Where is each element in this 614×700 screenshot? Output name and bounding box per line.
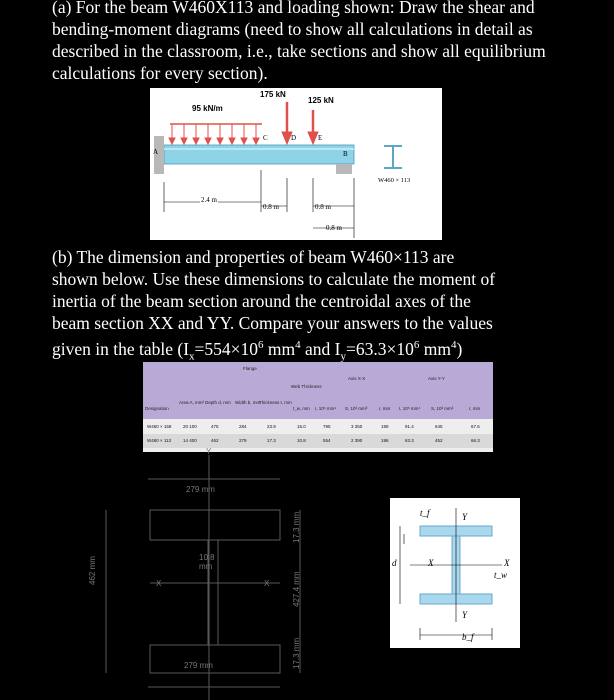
distributed-load-arrows (169, 124, 262, 144)
flange-thickness-top-label: 17.3 mm (292, 511, 301, 543)
part-b-line-1: (b) The dimension and properties of beam W460×113 are (52, 247, 455, 267)
table-header-area: Area A, mm² (179, 400, 205, 405)
web-height-label: 427.4 mm (292, 571, 301, 607)
table-header-flange-thickness: Thickness t, mm (259, 400, 292, 405)
table-header-ix: I, 10⁶ mm⁴ (315, 406, 337, 411)
flange-thickness-bottom-label: 17.3 mm (292, 637, 301, 669)
roller-support (336, 164, 352, 174)
axis-x-left-label: X (156, 579, 162, 588)
x-right-label: X (504, 558, 510, 568)
table-group-flange: Flange (243, 366, 257, 371)
axis-y-label: Y (206, 447, 212, 456)
x-left-label: X (428, 558, 434, 568)
web-thickness-label: 10.8 mm (199, 553, 215, 571)
part-b-line-2: shown below. Use these dimensions to calculate the moment of (52, 269, 496, 289)
table-header-width: Width b, mm (235, 400, 261, 405)
flange-width-bottom-label: 279 mm (184, 661, 213, 670)
part-a-text: (a) For the beam W460X113 and loading shown: Draw the shear and bending-moment diagrams (need to show all calculations in detail as described in the classroom, i.e., take sections and show all equilibrium calculations for every section). (52, 0, 546, 83)
point-c-label: C (263, 134, 268, 142)
table-header-designation: Designation (145, 406, 169, 411)
part-b-line-4: beam section XX and YY. Compare your answers to the values (52, 313, 493, 333)
point-e-label: E (318, 134, 323, 142)
ibeam-symbol-figure (390, 498, 520, 648)
table-header (143, 362, 493, 419)
point-b-label: B (343, 150, 348, 158)
beam-loading-figure (150, 88, 442, 240)
point-a-label: A (153, 148, 159, 156)
table-row: W460 × 113 14 400 462 279 17.3 10.8 554 2 390 196 63.3 452 66.3 (143, 434, 493, 448)
part-b-line-5: given in the table ($I_x=554\times 10^6$ $mm^4$ and $I_y=63.3\times 10^6$ $mm^4$) (52, 338, 463, 363)
table-group-yy: Axis Y-Y (428, 376, 445, 381)
table-group-xx: Axis X-X (348, 376, 366, 381)
table-header-iy: I, 10⁶ mm⁴ (399, 406, 421, 411)
y-top-label: Y (462, 512, 468, 522)
point-d-label: D (291, 134, 297, 142)
tw-label: t_w (494, 570, 508, 580)
table-header-sy: S, 10³ mm³ (431, 406, 454, 411)
table-header-ry: r, mm (469, 406, 481, 411)
point-load-arrows (282, 102, 318, 144)
y-bottom-label: Y (462, 610, 468, 620)
dimension-2-4m: 2.4 m (201, 196, 217, 204)
flange-width-top-label: 279 mm (186, 485, 215, 494)
dimension-0-8m-de: 0.8 m (326, 224, 342, 232)
point-load-1-label: 175 kN (260, 90, 286, 99)
section-designation-label: W460 × 113 (378, 177, 411, 184)
dimension-0-8m-eb: 0.8 m (315, 203, 331, 211)
table-header-rx: r, mm (379, 406, 391, 411)
dimension-0-8m-cd: 0.8 m (263, 203, 279, 211)
beam-body (164, 145, 354, 164)
d-label: d (392, 558, 397, 568)
properties-table (143, 362, 493, 452)
table-row: W460 × 158 20 100 475 284 23.9 15.0 795 3 350 199 91.4 645 67.6 (147, 424, 480, 429)
section-icon (384, 146, 402, 168)
cross-section-drawing (86, 447, 326, 700)
bf-label: b_f (462, 632, 474, 642)
table-header-sx: S, 10³ mm³ (345, 406, 368, 411)
axis-x-right-label: X (264, 579, 270, 588)
part-b-line-3: inertia of the beam section around the centroidal axes of the (52, 291, 471, 311)
tf-label: t_f (420, 508, 430, 518)
table-group-web: Web Thickness (291, 384, 322, 389)
part-b-text (52, 246, 572, 367)
table-header-web-thickness: t_w, mm (293, 406, 310, 411)
distributed-load-label: 95 kN/m (192, 104, 223, 113)
point-load-2-label: 125 kN (308, 96, 334, 105)
table-header-depth: Depth d, mm (205, 400, 231, 405)
section-depth-label: 462 mm (88, 556, 97, 585)
